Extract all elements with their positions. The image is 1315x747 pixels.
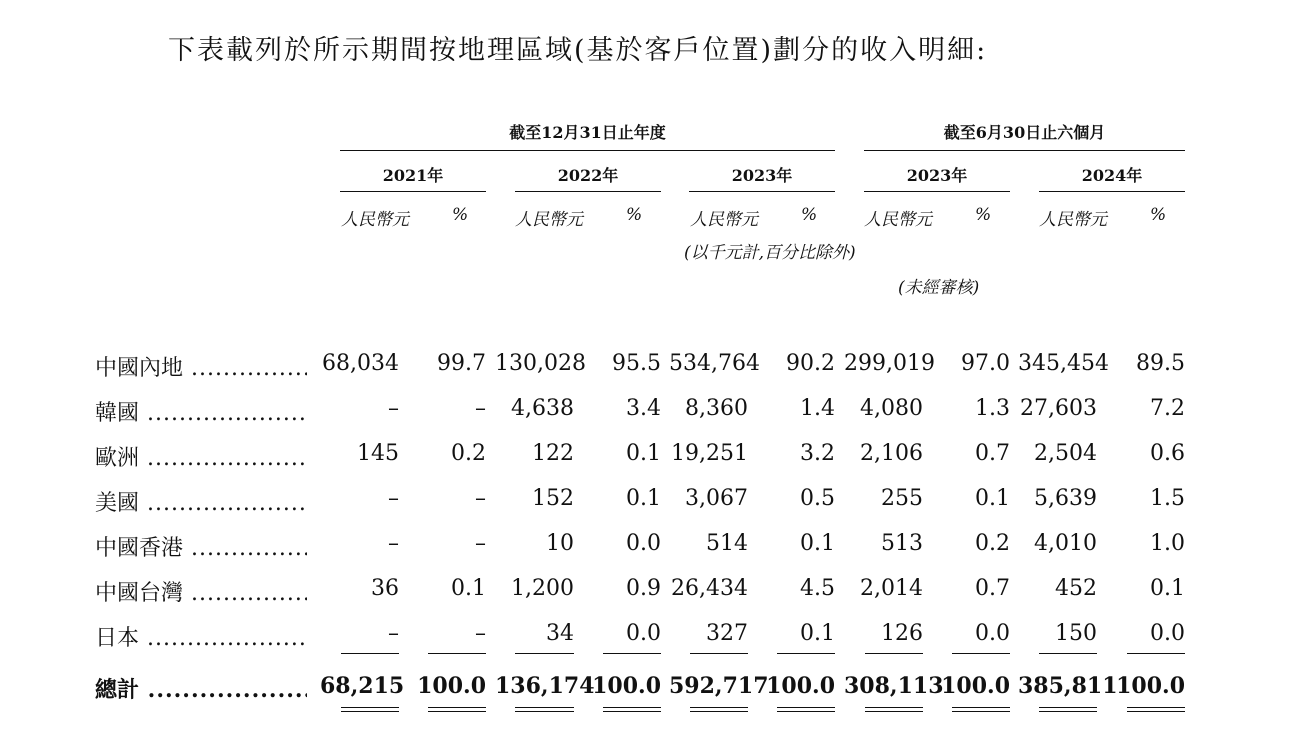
- total-double-rule: [428, 707, 486, 712]
- total-value: 100.0: [941, 673, 1010, 699]
- cell-value: 0.6: [1150, 441, 1185, 466]
- year-rule: [1039, 191, 1185, 192]
- cell-value: 122: [532, 441, 574, 466]
- cell-value: 0.1: [800, 531, 835, 556]
- subtotal-rule: [603, 653, 661, 654]
- cell-value: 0.2: [451, 441, 486, 466]
- cell-value: –: [475, 531, 486, 556]
- group-rule-sixmonth: [864, 150, 1185, 151]
- total-double-rule: [690, 707, 748, 712]
- cell-value: 2,504: [1034, 441, 1097, 466]
- row-label: 歐洲 .....: [95, 441, 307, 472]
- subtotal-rule: [515, 653, 574, 654]
- unit-rmb: 人民幣元: [1039, 210, 1107, 230]
- subtotal-rule: [865, 653, 923, 654]
- cell-value: 36: [371, 576, 399, 601]
- note-unaudited: (未經審核): [898, 278, 980, 298]
- year-header: 2023年: [906, 166, 968, 185]
- cell-value: 150: [1055, 621, 1097, 646]
- cell-value: 0.1: [1150, 576, 1185, 601]
- cell-value: 5,639: [1034, 486, 1097, 511]
- cell-value: 126: [881, 621, 923, 646]
- row-label: 中國香港 .....: [95, 531, 307, 562]
- unit-pct: %: [975, 205, 992, 225]
- subtotal-rule: [777, 653, 835, 654]
- cell-value: 0.1: [626, 486, 661, 511]
- row-label: 中國內地 .....: [95, 351, 307, 382]
- cell-value: 8,360: [685, 396, 748, 421]
- cell-value: 0.7: [975, 441, 1010, 466]
- unit-pct: %: [801, 205, 818, 225]
- cell-value: 514: [706, 531, 748, 556]
- cell-value: 299,019: [844, 351, 935, 376]
- year-rule: [689, 191, 835, 192]
- unit-rmb: 人民幣元: [690, 210, 758, 230]
- year-rule: [515, 191, 661, 192]
- total-value: 100.0: [592, 673, 661, 699]
- total-value: 100.0: [766, 673, 835, 699]
- unit-pct: %: [626, 205, 643, 225]
- total-double-rule: [1039, 707, 1097, 712]
- cell-value: 1.5: [1150, 486, 1185, 511]
- cell-value: 255: [881, 486, 923, 511]
- cell-value: 3,067: [685, 486, 748, 511]
- cell-value: 0.0: [626, 621, 661, 646]
- cell-value: 0.0: [1150, 621, 1185, 646]
- cell-value: 89.5: [1136, 351, 1185, 376]
- cell-value: –: [388, 396, 399, 421]
- total-double-rule: [603, 707, 661, 712]
- total-double-rule: [777, 707, 835, 712]
- unit-pct: %: [1150, 205, 1167, 225]
- cell-value: 90.2: [786, 351, 835, 376]
- total-value: 100.0: [1116, 673, 1185, 699]
- cell-value: 1.0: [1150, 531, 1185, 556]
- cell-value: 327: [706, 621, 748, 646]
- subtotal-rule: [341, 653, 399, 654]
- total-value: 385,811: [1018, 673, 1118, 699]
- row-label: 日本 .....: [95, 621, 307, 652]
- cell-value: –: [475, 486, 486, 511]
- cell-value: –: [475, 621, 486, 646]
- cell-value: 10: [546, 531, 574, 556]
- cell-value: 0.0: [975, 621, 1010, 646]
- unit-rmb: 人民幣元: [515, 210, 583, 230]
- total-double-rule: [515, 707, 574, 712]
- row-label: 美國 .....: [95, 486, 307, 517]
- cell-value: –: [388, 531, 399, 556]
- cell-value: 0.2: [975, 531, 1010, 556]
- cell-value: 99.7: [437, 351, 486, 376]
- total-value: 100.0: [417, 673, 486, 699]
- subtotal-rule: [690, 653, 748, 654]
- cell-value: 0.1: [626, 441, 661, 466]
- unit-rmb: 人民幣元: [864, 210, 932, 230]
- total-double-rule: [1127, 707, 1185, 712]
- row-label: 中國台灣 .....: [95, 576, 307, 607]
- group-header-sixmonth: 截至6月30日止六個月: [943, 123, 1106, 142]
- cell-value: –: [388, 621, 399, 646]
- year-header: 2022年: [557, 166, 619, 185]
- cell-value: 152: [532, 486, 574, 511]
- year-header: 2023年: [731, 166, 793, 185]
- cell-value: 27,603: [1020, 396, 1097, 421]
- cell-value: 0.1: [451, 576, 486, 601]
- total-value: 136,174: [495, 673, 595, 699]
- cell-value: –: [388, 486, 399, 511]
- unit-pct: %: [452, 205, 469, 225]
- total-value: 592,717: [669, 673, 769, 699]
- cell-value: 2,014: [860, 576, 923, 601]
- cell-value: 452: [1055, 576, 1097, 601]
- cell-value: 0.9: [626, 576, 661, 601]
- cell-value: 95.5: [612, 351, 661, 376]
- cell-value: 4,010: [1034, 531, 1097, 556]
- cell-value: 34: [546, 621, 574, 646]
- cell-value: 7.2: [1150, 396, 1185, 421]
- note-thousands: (以千元計,百分比除外): [684, 243, 856, 263]
- cell-value: 4.5: [800, 576, 835, 601]
- cell-value: 0.7: [975, 576, 1010, 601]
- subtotal-rule: [1127, 653, 1185, 654]
- cell-value: 1,200: [511, 576, 574, 601]
- cell-value: 1.4: [800, 396, 835, 421]
- cell-value: 130,028: [495, 351, 586, 376]
- cell-value: 3.4: [626, 396, 661, 421]
- row-label: 韓國 .....: [95, 396, 307, 427]
- intro-text: 下表載列於所示期間按地理區域(基於客戶位置)劃分的收入明細:: [168, 35, 988, 66]
- year-rule: [340, 191, 486, 192]
- year-header: 2024年: [1081, 166, 1143, 185]
- total-double-rule: [865, 707, 923, 712]
- subtotal-rule: [952, 653, 1010, 654]
- subtotal-rule: [1039, 653, 1097, 654]
- cell-value: 97.0: [961, 351, 1010, 376]
- cell-value: 1.3: [975, 396, 1010, 421]
- cell-value: 2,106: [860, 441, 923, 466]
- cell-value: 0.1: [975, 486, 1010, 511]
- year-header: 2021年: [382, 166, 444, 185]
- cell-value: 19,251: [671, 441, 748, 466]
- cell-value: 145: [357, 441, 399, 466]
- total-value: 68,215: [320, 673, 405, 699]
- cell-value: 4,080: [860, 396, 923, 421]
- total-double-rule: [341, 707, 399, 712]
- cell-value: 534,764: [669, 351, 760, 376]
- total-label: 總計 .....: [95, 673, 307, 704]
- year-rule: [864, 191, 1010, 192]
- unit-rmb: 人民幣元: [341, 210, 409, 230]
- cell-value: 0.0: [626, 531, 661, 556]
- cell-value: –: [475, 396, 486, 421]
- cell-value: 0.1: [800, 621, 835, 646]
- cell-value: 0.5: [800, 486, 835, 511]
- cell-value: 3.2: [800, 441, 835, 466]
- cell-value: 26,434: [671, 576, 748, 601]
- total-double-rule: [952, 707, 1010, 712]
- cell-value: 68,034: [322, 351, 399, 376]
- cell-value: 513: [881, 531, 923, 556]
- group-rule-annual: [340, 150, 835, 151]
- subtotal-rule: [428, 653, 486, 654]
- total-value: 308,113: [844, 673, 944, 699]
- group-header-annual: 截至12月31日止年度: [509, 123, 666, 142]
- cell-value: 345,454: [1018, 351, 1109, 376]
- cell-value: 4,638: [511, 396, 574, 421]
